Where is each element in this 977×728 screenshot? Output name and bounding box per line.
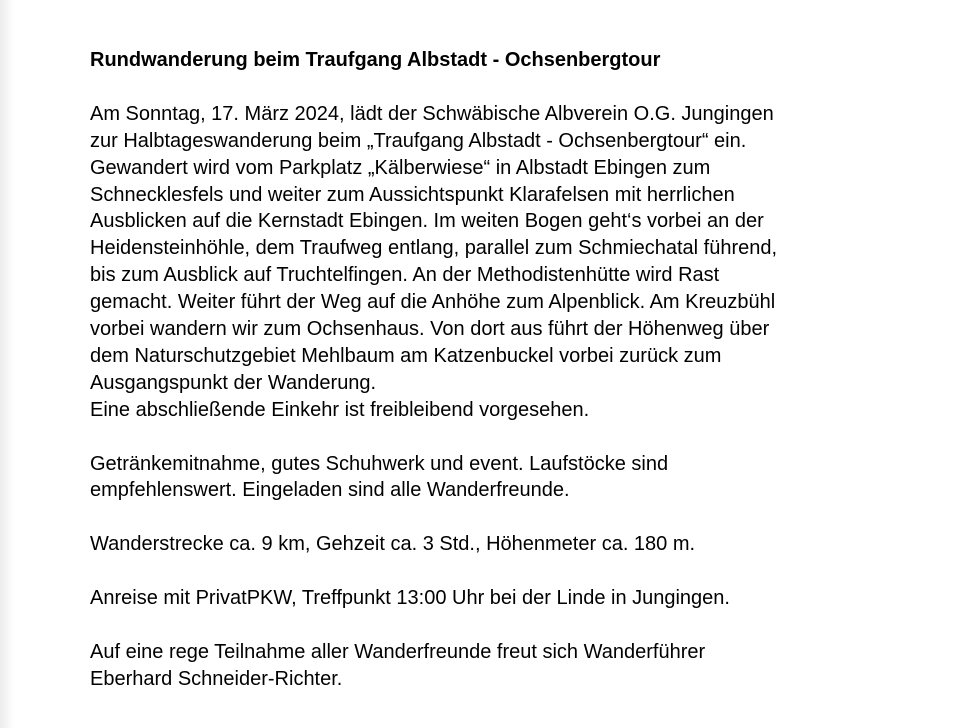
text-line: Ausblicken auf die Kernstadt Ebingen. Im weiten Bogen geht‘s vorbei an der [90, 210, 764, 233]
text-line: Heidensteinhöhle, dem Traufweg entlang, parallel zum Schmiechatal führend, [90, 237, 778, 260]
paragraph-gap [90, 424, 950, 451]
text-line: Eberhard Schneider-Richter. [90, 667, 343, 690]
paragraph-gap [90, 504, 950, 531]
closing-paragraph [90, 639, 950, 693]
document-title: Rundwanderung beim Traufgang Albstadt - Ochsenbergtour [90, 49, 661, 71]
text-line: Getränkemitnahme, gutes Schuhwerk und event. Laufstöcke sind [90, 452, 669, 475]
text-line: vorbei wandern wir zum Ochsenhaus. Von dort aus führt der Höhenweg über [90, 318, 770, 341]
text-line: Eine abschließende Einkehr ist freibleibend vorgesehen. [90, 398, 590, 421]
text-line: Ausgangspunkt der Wanderung. [90, 371, 377, 394]
equipment-paragraph [90, 451, 950, 505]
description-paragraph [90, 101, 950, 424]
text-line: empfehlenswert. Eingeladen sind alle Wanderfreunde. [90, 479, 570, 502]
text-line: Gewandert wird vom Parkplatz „Kälberwiese“ in Albstadt Ebingen zum [90, 156, 711, 179]
page-edge-shadow [0, 0, 14, 728]
text-line: Auf eine rege Teilnahme aller Wanderfreunde freut sich Wanderführer [90, 640, 706, 663]
text-line: dem Naturschutzgebiet Mehlbaum am Katzenbuckel vorbei zurück zum [90, 344, 722, 367]
paragraph-gap [90, 558, 950, 585]
text-line: Schnecklesfels und weiter zum Aussichtspunkt Klarafelsen mit herrlichen [90, 183, 735, 206]
paragraph-gap [90, 74, 950, 101]
document-body [90, 47, 950, 693]
text-line: gemacht. Weiter führt der Weg auf die Anhöhe zum Alpenblick. Am Kreuzbühl [90, 291, 776, 314]
text-line: Am Sonntag, 17. März 2024, lädt der Schwäbische Albverein O.G. Jungingen [90, 102, 774, 125]
paragraph-gap [90, 612, 950, 639]
text-line: bis zum Ausblick auf Truchtelfingen. An der Methodistenhütte wird Rast [90, 264, 720, 287]
travel-paragraph: Anreise mit PrivatPKW, Treffpunkt 13:00 Uhr bei der Linde in Jungingen. [90, 587, 730, 610]
text-line: zur Halbtageswanderung beim „Traufgang Albstadt - Ochsenbergtour“ ein. [90, 129, 747, 152]
stats-paragraph: Wanderstrecke ca. 9 km, Gehzeit ca. 3 Std., Höhenmeter ca. 180 m. [90, 533, 696, 556]
